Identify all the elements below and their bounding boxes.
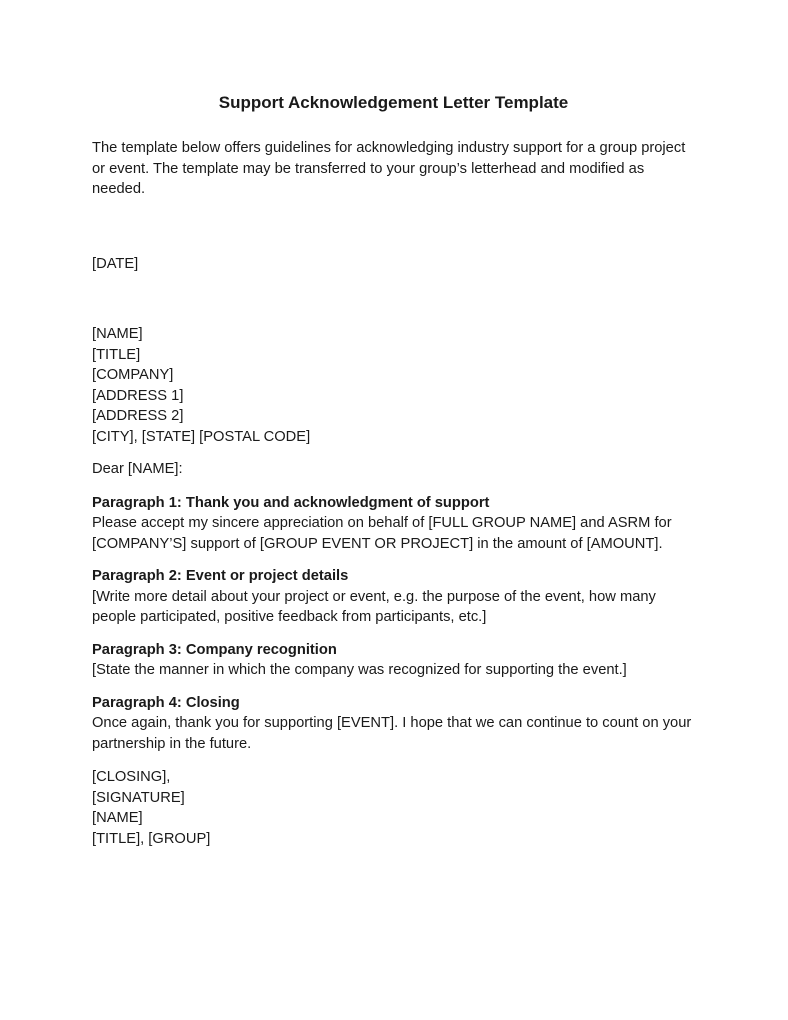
paragraph-section-1	[92, 493, 695, 555]
recipient-address1-line: [ADDRESS 1]	[92, 387, 184, 404]
signature-line: [SIGNATURE]	[92, 789, 185, 806]
recipient-address2-line: [ADDRESS 2]	[92, 408, 184, 424]
paragraph-section-4	[92, 693, 695, 755]
paragraph-2-body: [Write more detail about your project or event, e.g. the purpose of the event, how many people participated, positive feedback from participants, etc.]	[92, 588, 656, 625]
recipient-company-line: [COMPANY]	[92, 367, 174, 383]
paragraph-section-2	[92, 566, 695, 628]
sender-title-group-line: [TITLE], [GROUP]	[92, 830, 211, 847]
paragraph-3-body: [State the manner in which the company was recognized for supporting the event.]	[92, 662, 627, 678]
date-placeholder: [DATE]	[92, 255, 139, 272]
recipient-title-line: [TITLE]	[92, 346, 141, 363]
paragraph-4-body: Once again, thank you for supporting [EVENT]. I hope that we can continue to count on your partnership in the future.	[92, 715, 692, 752]
closing-signature-block	[92, 767, 695, 849]
intro-paragraph: The template below offers guidelines for acknowledging industry support for a group project or event. The template may be transferred to your group’s letterhead and modified as needed.	[92, 140, 686, 197]
paragraph-1-heading: Paragraph 1: Thank you and acknowledgment of support	[92, 494, 490, 511]
closing-line: [CLOSING],	[92, 769, 171, 785]
document-title: Support Acknowledgement Letter Template	[218, 93, 569, 112]
paragraph-3-heading: Paragraph 3: Company recognition	[92, 641, 337, 658]
paragraph-1-body: Please accept my sincere appreciation on behalf of [FULL GROUP NAME] and ASRM for [COMPANY’S] support of [GROUP EVENT OR PROJECT] in the amount of [AMOUNT].	[92, 515, 672, 552]
salutation-line: Dear [NAME]:	[92, 461, 183, 477]
recipient-name-line: [NAME]	[92, 326, 143, 342]
sender-name-line: [NAME]	[92, 810, 143, 826]
paragraph-4-heading: Paragraph 4: Closing	[92, 694, 240, 711]
paragraph-2-heading: Paragraph 2: Event or project details	[92, 568, 349, 584]
recipient-address-block	[92, 324, 695, 447]
recipient-city-state-line: [CITY], [STATE] [POSTAL CODE]	[92, 428, 311, 445]
paragraph-section-3	[92, 640, 695, 681]
